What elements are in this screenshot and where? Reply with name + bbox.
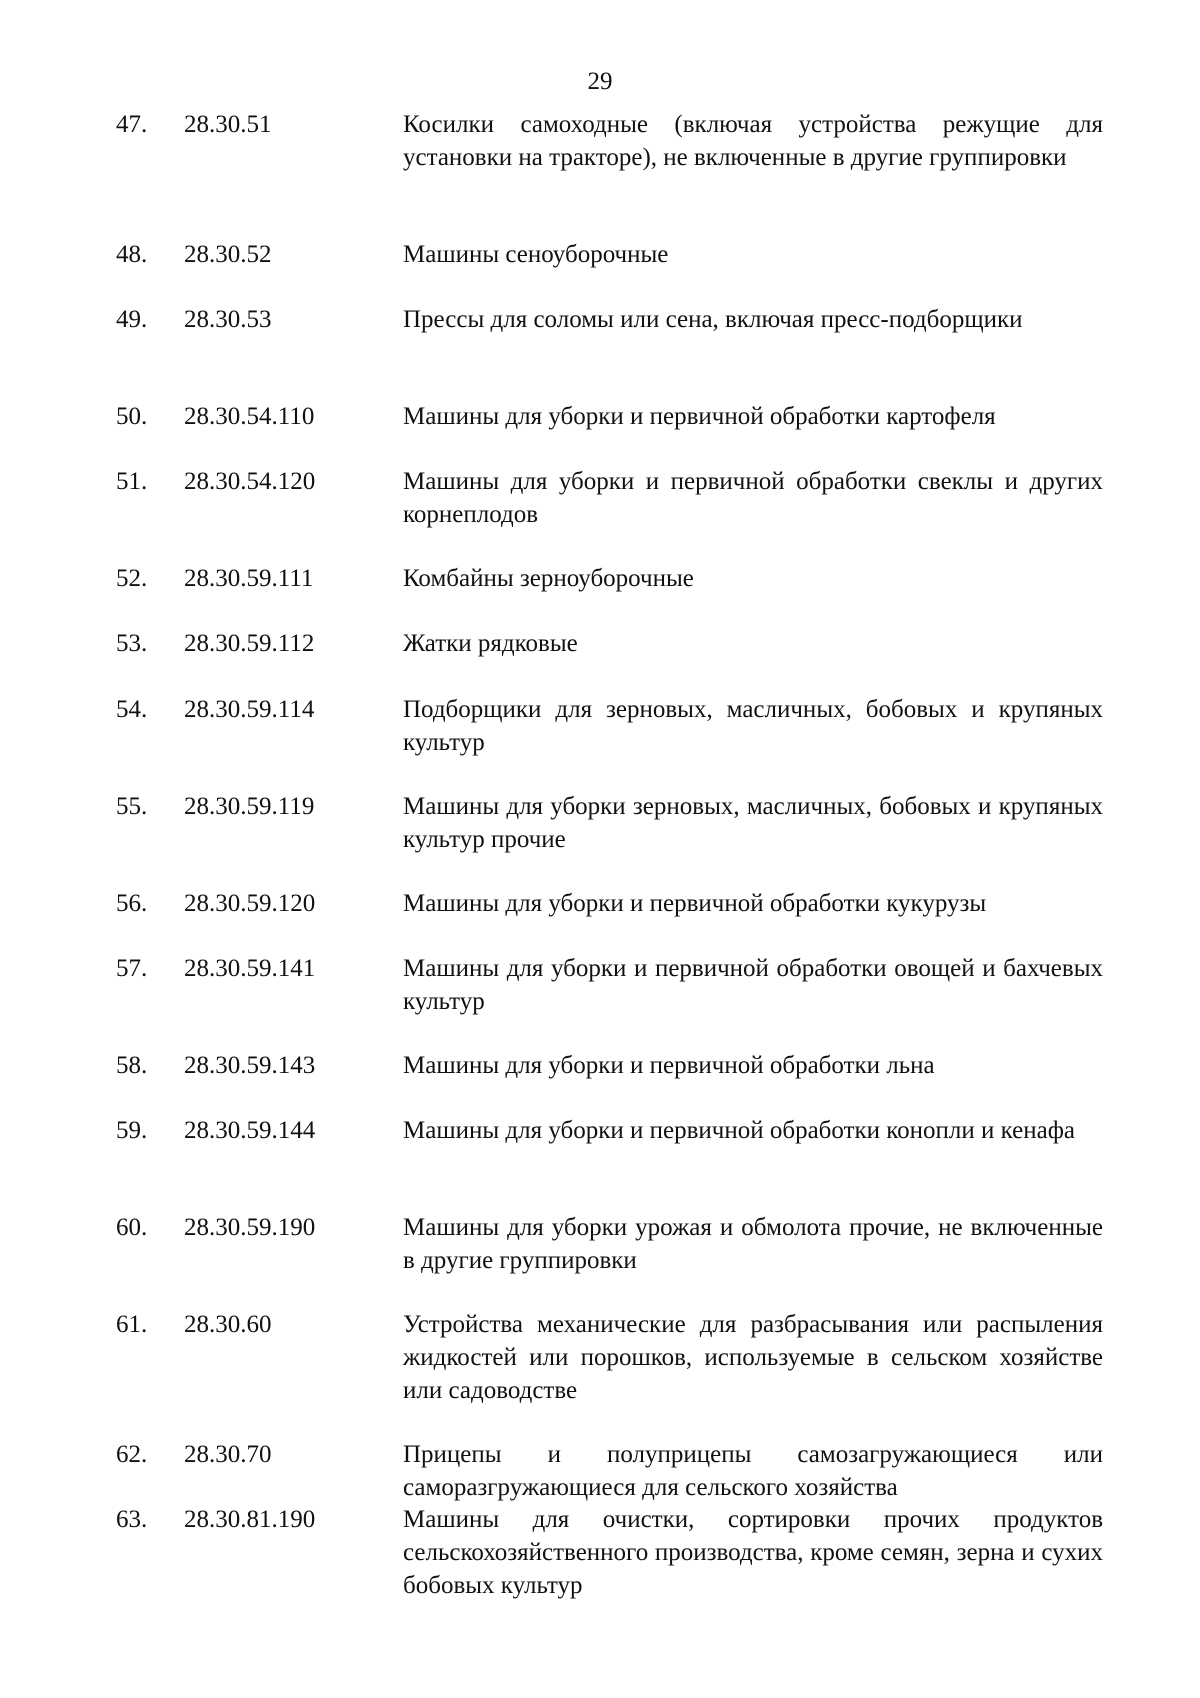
row-code: 28.30.51 [184,111,272,138]
row-number: 58. [116,1052,148,1079]
row-number: 52. [116,565,148,592]
row-code: 28.30.54.120 [184,468,316,495]
row-number: 63. [116,1506,148,1533]
row-number: 53. [116,630,148,657]
row-description: Устройства механические для разбрасывания или распыления жидкостей или порошков, используемые в сельском хозяйстве или садоводстве [403,1311,1103,1404]
row-code: 28.30.59.144 [184,1117,316,1144]
row-code: 28.30.59.119 [184,793,315,820]
page-number: 29 [587,68,613,95]
row-description: Прессы для соломы или сена, включая пресс-подборщики [403,306,1023,333]
row-code: 28.30.52 [184,241,272,268]
row-number: 60. [116,1214,148,1241]
row-number: 50. [116,403,148,430]
row-description: Машины для уборки и первичной обработки свеклы и других корнеплодов [403,468,1103,528]
row-number: 62. [116,1441,148,1468]
row-description: Косилки самоходные (включая устройства режущие для установки на тракторе), не включенные в другие группировки [403,111,1103,171]
row-description: Машины сеноуборочные [403,241,669,268]
row-number: 61. [116,1311,148,1338]
row-number: 49. [116,306,148,333]
row-code: 28.30.53 [184,306,272,333]
row-number: 48. [116,241,148,268]
row-description: Машины для уборки и первичной обработки льна [403,1052,935,1079]
row-description: Машины для уборки зерновых, масличных, бобовых и крупяных культур прочие [403,793,1103,853]
row-description: Комбайны зерноуборочные [403,565,694,592]
row-description: Машины для уборки урожая и обмолота прочие, не включенные в другие группировки [403,1214,1103,1274]
row-code: 28.30.70 [184,1441,272,1468]
row-description: Машины для уборки и первичной обработки конопли и кенафа [403,1117,1076,1144]
row-number: 54. [116,696,148,723]
row-description: Жатки рядковые [403,630,578,657]
row-number: 59. [116,1117,148,1144]
row-number: 56. [116,890,148,917]
row-code: 28.30.59.141 [184,955,316,982]
row-code: 28.30.59.114 [184,696,315,723]
row-code: 28.30.59.190 [184,1214,316,1241]
row-code: 28.30.59.143 [184,1052,316,1079]
row-description: Машины для уборки и первичной обработки кукурузы [403,890,987,917]
row-description: Подборщики для зерновых, масличных, бобовых и крупяных культур [403,696,1103,756]
row-description: Машины для очистки, сортировки прочих продуктов сельскохозяйственного производства, кроме семян, зерна и сухих бобовых культур [403,1506,1103,1599]
row-code: 28.30.59.120 [184,890,316,917]
row-number: 57. [116,955,148,982]
row-description: Машины для уборки и первичной обработки овощей и бахчевых культур [403,955,1103,1015]
row-number: 47. [116,111,148,138]
row-description: Прицепы и полуприцепы самозагружающиеся или саморазгружающиеся для сельского хозяйства [403,1441,1103,1501]
row-description: Машины для уборки и первичной обработки картофеля [403,403,996,430]
row-number: 51. [116,468,148,495]
row-code: 28.30.59.112 [184,630,315,657]
row-code: 28.30.54.110 [184,403,315,430]
row-code: 28.30.60 [184,1311,272,1338]
row-code: 28.30.81.190 [184,1506,316,1533]
row-number: 55. [116,793,148,820]
row-code: 28.30.59.111 [184,565,314,592]
